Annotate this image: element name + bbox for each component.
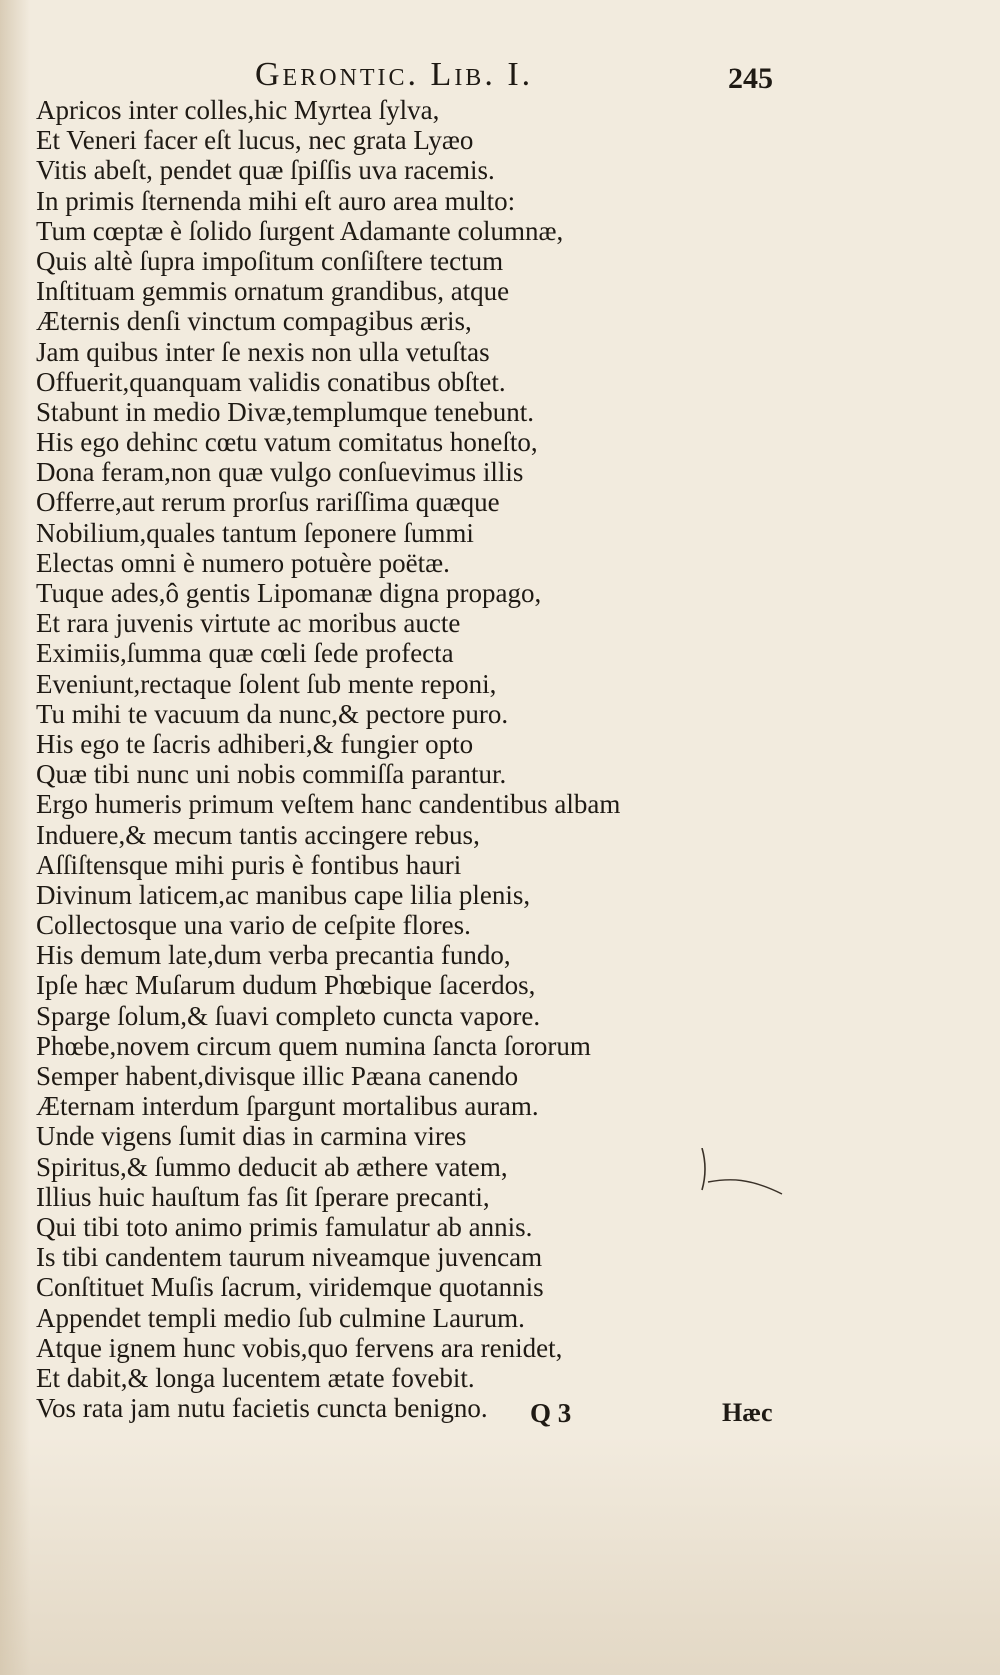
margin-pen-mark	[700, 1148, 790, 1208]
verse-line: Tum cœptæ è ſolido ſurgent Adamante columnæ,	[36, 215, 564, 246]
verse-line: Induere,& mecum tantis accingere rebus,	[36, 819, 480, 850]
verse-line: Ipſe hæc Muſarum dudum Phœbique ſacerdos,	[36, 970, 536, 1001]
verse-line: Atque ignem hunc vobis,quo fervens ara renidet,	[36, 1332, 563, 1363]
verse-line: Tu mihi te vacuum da nunc,& pectore puro.	[36, 698, 509, 729]
verse-line: Spiritus,& ſummo deducit ab æthere vatem,	[36, 1151, 508, 1182]
verse-line: Æternis denſi vinctum compagibus æris,	[36, 306, 472, 337]
verse-line: Jam quibus inter ſe nexis non ulla vetuſtas	[36, 336, 490, 367]
verse-line: Apricos inter colles,hic Myrtea ſylva,	[36, 95, 440, 125]
verse-line: Stabunt in medio Divæ,templumque tenebunt.	[36, 396, 534, 427]
verse-line: Eximiis,ſumma quæ cœli ſede profecta	[36, 638, 454, 669]
verse-line: Phœbe,novem circum quem numina ſancta ſororum	[36, 1030, 591, 1061]
verse-line: His ego te ſacris adhiberi,& fungier opto	[36, 728, 474, 759]
verse-line: Divinum laticem,ac manibus cape lilia plenis,	[36, 879, 531, 910]
verse-line: Æternam interdum ſpargunt mortalibus auram.	[36, 1091, 539, 1122]
verse-line: Illius huic hauſtum fas ſit ſperare precanti,	[36, 1181, 490, 1212]
verse-line: In primis ſternenda mihi eſt auro area multo:	[36, 185, 516, 216]
verse-line: Tuque ades,ô gentis Lipomanæ digna propago,	[36, 578, 542, 608]
verse-line: Collectosque una vario de ceſpite flores.	[36, 910, 471, 941]
verse-line: Unde vigens ſumit dias in carmina vires	[36, 1121, 467, 1152]
running-title: Gerontic. Lib. I.	[255, 56, 534, 93]
verse-line: Sparge ſolum,& ſuavi completo cuncta vapore.	[36, 1000, 541, 1031]
verse-line: Ergo humeris primum veſtem hanc candentibus albam	[36, 789, 621, 820]
verse-line: Et rara juvenis virtute ac moribus aucte	[36, 608, 461, 639]
verse-line: Vos rata jam nutu facietis cuncta benigno.	[36, 1393, 488, 1424]
verse-line: Semper habent,divisque illic Pæana canendo	[36, 1061, 519, 1091]
verse-line: Offerre,aut rerum prorſus rariſſima quæque	[36, 487, 500, 518]
page-bottom-stain	[0, 1435, 1000, 1675]
verse-line: Et dabit,& longa lucentem ætate fovebit.	[36, 1362, 475, 1393]
verse-line: Quis altè ſupra impoſitum conſiſtere tectum	[36, 245, 504, 276]
verse-line: Inſtituam gemmis ornatum grandibus, atque	[36, 276, 510, 307]
verse-line: His ego dehinc cœtu vatum comitatus honeſto,	[36, 427, 538, 458]
verse-line: Quæ tibi nunc uni nobis commiſſa parantur.	[36, 759, 507, 790]
verse-line: Appendet templi medio ſub culmine Laurum.	[36, 1302, 525, 1333]
verse-line: Is tibi candentem taurum niveamque juvencam	[36, 1242, 543, 1273]
verse-line: Offuerit,quanquam validis conatibus obſtet.	[36, 366, 506, 397]
verse-line: Qui tibi toto animo primis famulatur ab annis.	[36, 1211, 533, 1242]
verse-line: Dona feram,non quæ vulgo conſuevimus illis	[36, 457, 524, 488]
verse-line: Conſtituet Muſis ſacrum, viridemque quotannis	[36, 1272, 544, 1303]
verse-line: Aſſiſtensque mihi puris è fontibus hauri	[36, 849, 462, 880]
page-edge-stain	[0, 0, 30, 1675]
verse-line: Vitis abeſt, pendet quæ ſpiſſis uva racemis.	[36, 155, 495, 186]
verse-line: Nobilium,quales tantum ſeponere ſummi	[36, 517, 474, 548]
verse-line: His demum late,dum verba precantia fundo,	[36, 940, 511, 971]
verse-line: Et Veneri facer eſt lucus, nec grata Lyæo	[36, 125, 474, 156]
verse-text	[36, 95, 676, 1423]
verse-line: Eveniunt,rectaque ſolent ſub mente reponi,	[36, 668, 497, 699]
catchword: Hæc	[722, 1398, 773, 1427]
page-number: 245	[728, 62, 773, 95]
verse-line: Electas omni è numero potuère poëtæ.	[36, 547, 450, 578]
signature-mark: Q 3	[530, 1398, 572, 1428]
